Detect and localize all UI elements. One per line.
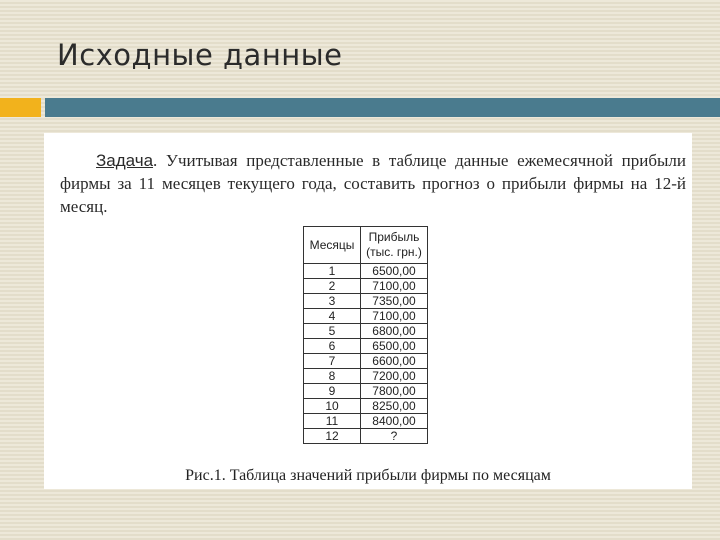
cell-profit: 6500,00 xyxy=(361,339,428,354)
cell-month: 2 xyxy=(304,279,361,294)
cell-month: 7 xyxy=(304,354,361,369)
task-label: Задача xyxy=(96,151,154,170)
cell-profit: 7350,00 xyxy=(361,294,428,309)
cell-profit: 7800,00 xyxy=(361,384,428,399)
table-row xyxy=(304,354,428,369)
cell-profit: 8250,00 xyxy=(361,399,428,414)
content-image xyxy=(44,133,692,489)
cell-profit: 7200,00 xyxy=(361,369,428,384)
table-row xyxy=(304,264,428,279)
cell-profit: 6600,00 xyxy=(361,354,428,369)
slide-title: Исходные данные xyxy=(57,38,343,72)
cell-month: 3 xyxy=(304,294,361,309)
table-row xyxy=(304,324,428,339)
figure-caption: Рис.1. Таблица значений прибыли фирмы по месяцам xyxy=(185,467,551,484)
cell-month: 12 xyxy=(304,429,361,444)
cell-month: 8 xyxy=(304,369,361,384)
cell-profit: 6800,00 xyxy=(361,324,428,339)
cell-month: 11 xyxy=(304,414,361,429)
table-row xyxy=(304,294,428,309)
table-row xyxy=(304,369,428,384)
cell-month: 4 xyxy=(304,309,361,324)
table-row xyxy=(304,384,428,399)
accent-square xyxy=(0,98,41,117)
cell-month: 6 xyxy=(304,339,361,354)
cell-profit: 8400,00 xyxy=(361,414,428,429)
table-header-row xyxy=(304,227,428,264)
cell-profit: ? xyxy=(361,429,428,444)
profit-table xyxy=(303,226,428,444)
task-body: . Учитывая представленные в таблице данные ежемесячной прибыли фирмы за 11 месяцев текущего года, составить прогноз о прибыли фирмы на 12-й месяц. xyxy=(60,151,686,216)
cell-profit: 6500,00 xyxy=(361,264,428,279)
table-row xyxy=(304,339,428,354)
table-body xyxy=(304,264,428,444)
accent-bar xyxy=(45,98,720,117)
table-row xyxy=(304,399,428,414)
table-row xyxy=(304,429,428,444)
table-row xyxy=(304,309,428,324)
cell-month: 5 xyxy=(304,324,361,339)
table-row xyxy=(304,279,428,294)
table-row xyxy=(304,414,428,429)
task-text xyxy=(60,149,686,218)
cell-profit: 7100,00 xyxy=(361,309,428,324)
cell-profit: 7100,00 xyxy=(361,279,428,294)
cell-month: 10 xyxy=(304,399,361,414)
header-profit-line1: Прибыль xyxy=(368,230,420,244)
cell-month: 1 xyxy=(304,264,361,279)
header-profit xyxy=(361,227,428,264)
header-month: Месяцы xyxy=(304,227,361,264)
cell-month: 9 xyxy=(304,384,361,399)
header-profit-line2: (тыс. грн.) xyxy=(366,245,422,259)
